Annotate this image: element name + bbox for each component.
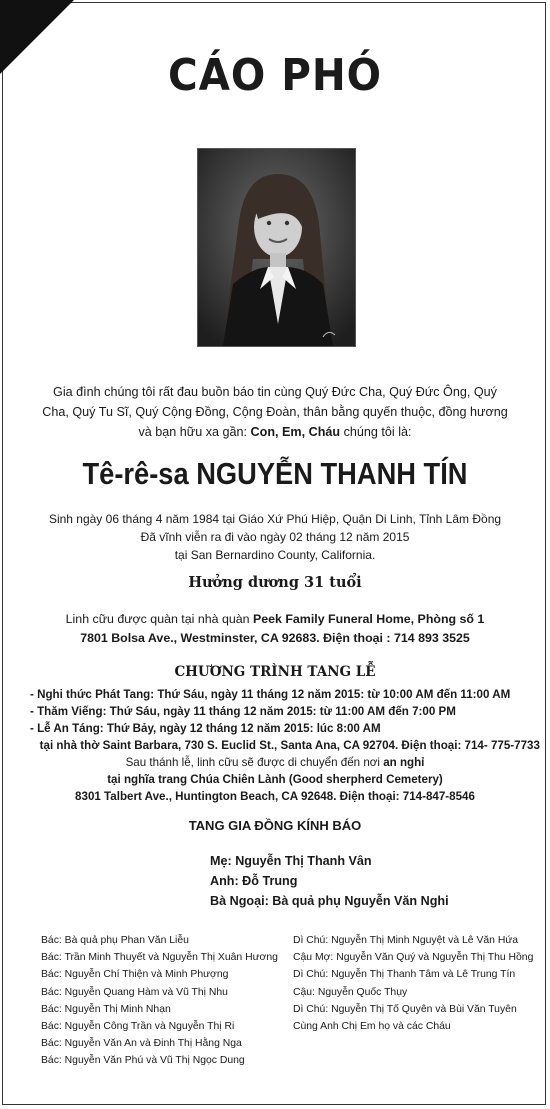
immediate-family <box>210 851 530 911</box>
family-member: Anh: Đỗ Trung <box>210 874 298 888</box>
intro-tail: chúng tôi là: <box>340 425 412 439</box>
wake-details <box>40 610 510 648</box>
program-item: tại nhà thờ Saint Barbara, 730 S. Euclid St., Santa Ana, CA 92704. Điện thoại: 714- 775-7733 <box>30 739 540 752</box>
program-item: - Thăm Viếng: Thứ Sáu, ngày 11 tháng 12 năm 2015: từ 11:00 AM đến 7:00 PM <box>30 705 456 718</box>
funeral-home-address: 7801 Bolsa Ave., Westminster, CA 92683. Điện thoại : 714 893 3525 <box>80 631 470 645</box>
relative-entry: Dì Chú: Nguyễn Thị Minh Nguyệt và Lê Văn Hứa <box>293 935 519 946</box>
cemetery-address: 8301 Talbert Ave., Huntington Beach, CA 92648. Điện thoại: 714-847-8546 <box>75 790 475 803</box>
deceased-name: Tê-rê-sa NGUYỄN THANH TÍN <box>82 456 468 491</box>
intro-text: Gia đình chúng tôi rất đau buồn báo tin cùng Quý Đức Cha, Quý Đức Ông, Quý Cha, Quý Tu Sĩ, Quý Cộng Đồng, Cộng Đoàn, thân bằng quyến thuộc, đồng hương và bạn hữu xa gần: <box>42 385 508 439</box>
wake-prefix: Linh cữu được quàn tại nhà quàn <box>65 612 253 626</box>
program-list <box>30 686 550 754</box>
relative-entry: Bác: Nguyễn Văn Phú và Vũ Thị Ngọc Dung <box>41 1055 245 1067</box>
obituary-title: CÁO PHÓ <box>168 50 382 101</box>
burial-rest: an nghỉ <box>383 756 425 769</box>
relative-entry: Dì Chú: Nguyễn Thị Tố Quyên và Bùi Văn Tuyên <box>293 1003 517 1015</box>
program-item: - Nghi thức Phát Tang: Thứ Sáu, ngày 11 tháng 12 năm 2015: từ 10:00 AM đến 11:00 AM <box>30 688 511 701</box>
relative-entry: Dì Chú: Nguyễn Thị Thanh Tâm và Lê Trung Tín <box>293 969 516 981</box>
relative-entry: Bác: Trần Minh Thuyết và Nguyễn Thị Xuân Hương <box>41 952 278 964</box>
portrait-illustration <box>198 149 355 346</box>
relative-entry: Bác: Nguyễn Văn An và Đinh Thị Hằng Nga <box>41 1038 242 1050</box>
relative-entry: Cậu: Nguyễn Quốc Thụy <box>293 986 408 998</box>
death-place-line: tại San Bernardino County, California. <box>174 548 376 562</box>
relative-entry: Bác: Bà quả phụ Phan Văn Liễu <box>41 935 189 946</box>
funeral-home: Peek Family Funeral Home, Phòng số 1 <box>252 612 485 626</box>
birth-line: Sinh ngày 06 tháng 4 năm 1984 tại Giáo Xứ Phú Hiệp, Quận Di Linh, Tỉnh Lâm Đồng <box>48 512 502 526</box>
relative-entry: Bác: Nguyễn Quang Hàm và Vũ Thị Nhu <box>41 986 228 998</box>
portrait-photo <box>197 148 356 347</box>
family-member: Mẹ: Nguyễn Thị Thanh Vân <box>210 854 372 868</box>
relatives-left-column <box>41 932 278 1070</box>
program-item: - Lễ An Táng: Thứ Bảy, ngày 12 tháng 12 năm 2015: lúc 8:00 AM <box>30 722 381 735</box>
family-member: Bà Ngoại: Bà quả phụ Nguyễn Văn Nghi <box>210 894 449 908</box>
life-details <box>40 510 510 564</box>
relative-entry: Cậu Mợ: Nguyễn Văn Quý và Nguyễn Thị Thu Hồng <box>293 952 534 964</box>
age-line: Hưởng dương 31 tuổi <box>188 574 362 591</box>
burial-prefix: Sau thánh lễ, linh cữu sẽ được di chuyển đến nơi <box>125 756 384 769</box>
relative-entry: Bác: Nguyễn Công Trần và Nguyễn Thị Ri <box>41 1021 235 1033</box>
relative-entry: Cùng Anh Chị Em họ và các Cháu <box>293 1021 451 1033</box>
cemetery-name: tại nghĩa trang Chúa Chiên Lành (Good sherpherd Cemetery) <box>107 773 443 786</box>
intro-relation: Con, Em, Cháu <box>250 425 341 439</box>
death-line: Đã vĩnh viễn ra đi vào ngày 02 tháng 12 năm 2015 <box>140 530 410 544</box>
relatives-right-column <box>293 932 533 1035</box>
announcement-intro <box>40 382 510 442</box>
relative-entry: Bác: Nguyễn Thị Minh Nhạn <box>41 1003 171 1015</box>
burial-details <box>40 754 510 805</box>
relative-entry: Bác: Nguyễn Chí Thiện và Minh Phượng <box>41 969 229 981</box>
program-title: CHƯƠNG TRÌNH TANG LỄ <box>174 664 376 680</box>
family-announcement-title: TANG GIA ĐỒNG KÍNH BÁO <box>188 818 362 833</box>
